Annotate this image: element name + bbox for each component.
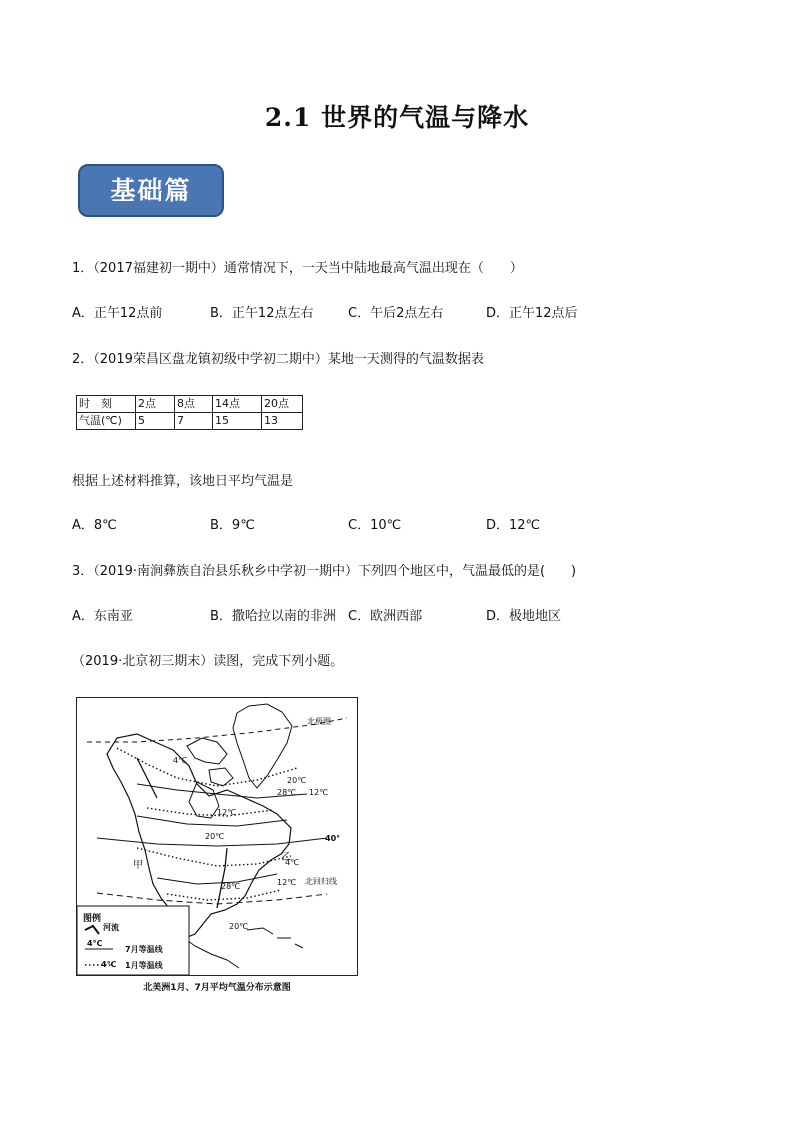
legend-july-value: 4℃ bbox=[87, 939, 103, 948]
q2-option-b: B．9℃ bbox=[210, 518, 255, 533]
q3-option-c: C．欧洲西部 bbox=[348, 609, 423, 624]
river-mississippi bbox=[217, 848, 227, 908]
river-mackenzie bbox=[137, 758, 157, 798]
question-2-text: 2．（2019荣昌区盘龙镇初级中学初二期中）某地一天测得的气温数据表 bbox=[72, 352, 484, 367]
legend-july-label: 7月等温线 bbox=[125, 945, 163, 954]
table-cell: 5 bbox=[136, 413, 175, 430]
q1-option-b: B．正午12点左右 bbox=[210, 306, 314, 321]
q3-option-a: A．东南亚 bbox=[72, 609, 133, 624]
label-28c-north: 28℃ bbox=[277, 788, 297, 797]
label-4c-north: 4℃ bbox=[173, 756, 188, 765]
section-badge: 基础篇 bbox=[78, 164, 224, 217]
legend-jan-value: 4℃ bbox=[101, 960, 117, 969]
table-row bbox=[77, 413, 303, 430]
table-cell: 14点 bbox=[213, 396, 262, 413]
arctic-islands bbox=[187, 738, 233, 786]
label-12c-central: 12℃ bbox=[217, 808, 237, 817]
q1-option-d: D．正午12点后 bbox=[486, 306, 578, 321]
q3-option-d: D．极地地区 bbox=[486, 609, 562, 624]
q2-option-a: A．8℃ bbox=[72, 518, 117, 533]
label-20c-north: 20℃ bbox=[287, 776, 307, 785]
caribbean-islands bbox=[247, 928, 303, 948]
q2-option-d: D．12℃ bbox=[486, 518, 541, 533]
tropic-line bbox=[97, 893, 327, 904]
label-arctic-circle: 北极圈 bbox=[307, 717, 331, 726]
question-3-text: 3．（2019·南涧彝族自治县乐秋乡中学初一期中）下列四个地区中，气温最低的是( ) bbox=[72, 564, 577, 579]
table-cell: 13 bbox=[262, 413, 303, 430]
label-tropic: 北回归线 bbox=[305, 877, 337, 886]
july-isotherm bbox=[137, 816, 287, 826]
q1-option-c: C．午后2点左右 bbox=[348, 306, 444, 321]
north-america-temperature-map bbox=[76, 697, 358, 976]
label-12c-south: 12℃ bbox=[277, 878, 297, 887]
table-cell: 7 bbox=[175, 413, 213, 430]
label-20c-south: 20℃ bbox=[229, 922, 249, 931]
table-cell: 2点 bbox=[136, 396, 175, 413]
table-cell: 20点 bbox=[262, 396, 303, 413]
greenland-outline bbox=[233, 704, 292, 788]
question-2-prompt: 根据上述材料推算，该地日平均气温是 bbox=[72, 474, 294, 489]
label-12c-east: 12℃ bbox=[309, 788, 329, 797]
label-latitude-40: 40° bbox=[325, 834, 341, 843]
page-title: 2.1 世界的气温与降水 bbox=[264, 103, 530, 132]
july-isotherm bbox=[157, 874, 277, 884]
question-1-text: 1．（2017福建初一期中）通常情况下，一天当中陆地最高气温出现在（ ） bbox=[72, 261, 523, 276]
january-isotherm bbox=[167, 890, 281, 900]
central-america bbox=[181, 936, 239, 968]
question-3-options bbox=[0, 605, 794, 623]
q3-option-b: B．撒哈拉以南的非洲 bbox=[210, 609, 336, 624]
label-20c-central: 20℃ bbox=[205, 832, 225, 841]
question-2-options bbox=[0, 514, 794, 532]
legend-title: 图例 bbox=[83, 914, 102, 924]
table-cell: 气温(℃) bbox=[77, 413, 136, 430]
table-cell: 8点 bbox=[175, 396, 213, 413]
label-jia: 甲 bbox=[133, 860, 143, 871]
map-intro-text: （2019·北京初三期末）读图，完成下列小题。 bbox=[72, 654, 344, 669]
hudson-bay bbox=[189, 782, 219, 818]
label-28c-south: 28℃ bbox=[221, 882, 241, 891]
legend-river-label: 河流 bbox=[103, 923, 119, 932]
legend-jan-label: 1月等温线 bbox=[125, 961, 163, 970]
january-isotherm bbox=[117, 748, 297, 786]
question-1-options bbox=[0, 302, 794, 320]
map-caption: 北美洲1月、7月平均气温分布示意图 bbox=[143, 983, 291, 993]
label-4c-east: 4℃ bbox=[285, 858, 300, 867]
table-cell: 时 刻 bbox=[77, 396, 136, 413]
label-yi: 乙 bbox=[281, 852, 291, 863]
q1-option-a: A．正午12点前 bbox=[72, 306, 163, 321]
table-header-row bbox=[77, 396, 303, 413]
table-cell: 15 bbox=[213, 413, 262, 430]
january-isotherm bbox=[147, 808, 273, 816]
temperature-table bbox=[76, 395, 303, 430]
q2-option-c: C．10℃ bbox=[348, 518, 402, 533]
